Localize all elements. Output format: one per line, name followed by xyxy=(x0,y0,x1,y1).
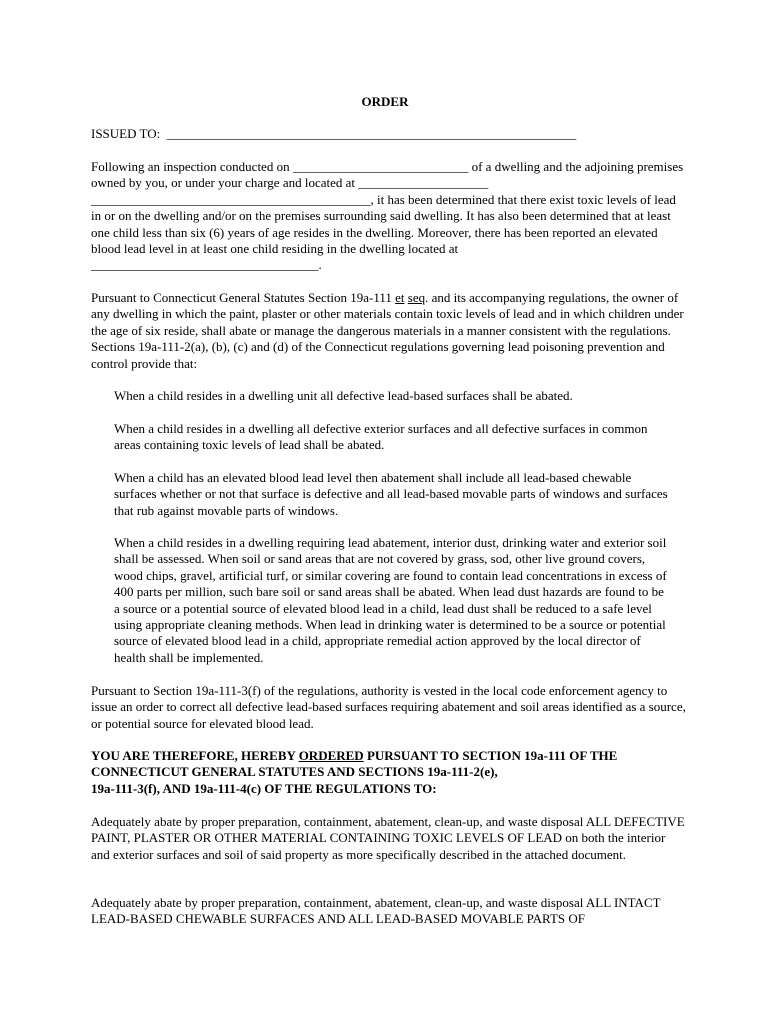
location-blank: ____________________ ___________________________________________ xyxy=(91,175,489,207)
seq-text: seq xyxy=(407,290,426,305)
regulation-item: When a child has an elevated blood lead level then abatement shall include all lead-based chewable surfaces whether or not that surface is defective and all lead-based movable parts of windows and surfaces that rub against movable parts of windows. xyxy=(114,470,668,518)
inspection-text-4: . xyxy=(318,257,322,273)
statutes-text-2: . and its accompanying regulations, the owner of any dwelling in which the paint, plaster or other materials contain toxic levels of lead and in which children under the age of six reside, shall abate or manage the dangerous materials in a manner consistent with the regulations. Sections 19a-111-2(a), (b), (c) and (d) of the Connecticut regulations governing lead poisoning prevention and control provide that: xyxy=(91,290,684,371)
inspection-date-blank: ___________________________ xyxy=(292,159,469,174)
abate-paragraph-1: Adequately abate by proper preparation, containment, abatement, clean-up, and waste disposal ALL DEFECTIVE PAINT, PLASTER OR OTHER MATERIAL CONTAINING TOXIC LEVELS OF LEAD on both the interior and exterior surfaces and soil of said property as more specifically described in the attached document. xyxy=(91,814,685,862)
order-heading-text-1: YOU ARE THEREFORE, HEREBY xyxy=(91,748,299,763)
inspection-text-3: , it has been determined that there exist toxic levels of lead in or on the dwelling and/or on the premises surrounding said dwelling. It has also been determined that at least one child less than six (6) years of age resides in the dwelling. Moreover, there has been reported an elevated blood lead level in at least one child residing in the dwelling located at xyxy=(91,191,676,257)
et-text: et xyxy=(395,290,405,305)
issued-to-blank: _______________________________________________________________ xyxy=(166,126,577,141)
ordered-word: ORDERED xyxy=(298,748,364,763)
inspection-text-1: Following an inspection conducted on xyxy=(91,159,293,174)
issued-to-line xyxy=(91,126,711,142)
order-heading-text-2: PURSUANT TO SECTION 19a-111 OF THE CONNECTICUT GENERAL STATUTES AND SECTIONS 19a-111-2(e), xyxy=(91,748,618,780)
page-title: ORDER xyxy=(361,94,409,109)
abate-paragraph-2: Adequately abate by proper preparation, containment, abatement, clean-up, and waste disposal ALL INTACT LEAD-BASED CHEWABLE SURFACES AND ALL LEAD-BASED MOVABLE PARTS OF xyxy=(91,895,661,927)
regulation-item: When a child resides in a dwelling all defective exterior surfaces and all defective surfaces in common areas containing toxic levels of lead shall be abated. xyxy=(114,421,648,453)
issued-to-label: ISSUED TO: xyxy=(91,126,161,141)
authority-paragraph: Pursuant to Section 19a-111-3(f) of the regulations, authority is vested in the local code enforcement agency to issue an order to correct all defective lead-based surfaces requiring abatement and soil areas identified as a source, or potential source for elevated blood lead. xyxy=(91,683,686,731)
inspection-text-2: of a dwelling and the adjoining premises owned by you, or under your charge and located at xyxy=(91,159,684,191)
inspection-paragraph xyxy=(91,159,687,274)
dwelling-location-blank: ___________________________________ xyxy=(91,257,319,273)
statutes-paragraph xyxy=(91,290,687,372)
regulation-item: When a child resides in a dwelling requiring lead abatement, interior dust, drinking water and exterior soil shall be assessed. When soil or sand areas that are not covered by grass, sod, other live ground covers, wood chips, gravel, artificial turf, or similar covering are found to contain lead concentrations in excess of 400 parts per million, such bare soil or sand areas shall be abated. When lead dust hazards are found to be a source or a potential source of elevated blood lead in a child, lead dust shall be reduced to a safe level using appropriate cleaning methods. When lead in drinking water is determined to be a source or potential source of elevated blood lead in a child, appropriate remedial action approved by the local director of health shall be implemented. xyxy=(114,535,667,665)
order-heading-text-3: 19a-111-3(f), AND 19a-111-4(c) OF THE REGULATIONS TO: xyxy=(91,780,437,796)
order-heading xyxy=(91,748,687,797)
statutes-text-1: Pursuant to Connecticut General Statutes Section 19a-111 xyxy=(91,290,396,305)
regulation-item: When a child resides in a dwelling unit all defective lead-based surfaces shall be abated. xyxy=(114,388,573,403)
